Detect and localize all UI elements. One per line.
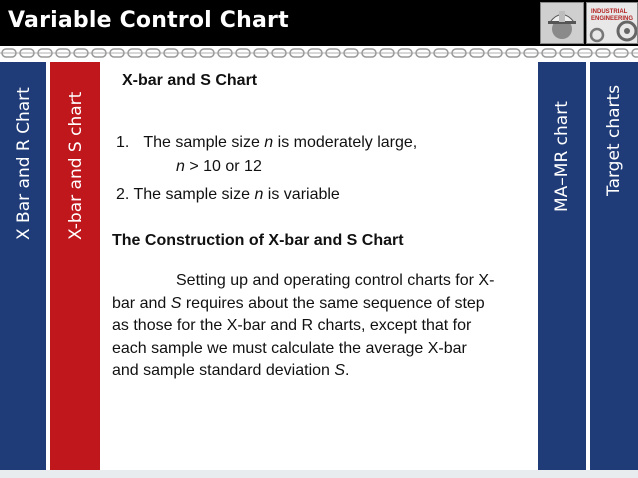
gear-icon bbox=[586, 2, 638, 44]
tab-xbar-s-chart[interactable] bbox=[50, 62, 100, 470]
paragraph-line bbox=[112, 293, 524, 316]
paragraph-line: as those for the X-bar and R charts, except that for bbox=[112, 317, 472, 334]
page-title: Variable Control Chart bbox=[8, 8, 289, 33]
tab-target-label: Target charts bbox=[604, 84, 624, 196]
paragraph-text: bar and bbox=[112, 294, 171, 312]
list-item-text: 2. The sample size bbox=[116, 186, 255, 203]
slide-heading: X-bar and S Chart bbox=[122, 72, 258, 89]
logo-text: INDUSTRIAL ENGINEERING bbox=[591, 9, 634, 22]
list-item bbox=[116, 186, 340, 204]
paragraph-text: . bbox=[345, 362, 350, 379]
slide-content bbox=[108, 62, 534, 470]
list-item-text: is variable bbox=[263, 186, 340, 203]
list-item bbox=[116, 134, 417, 152]
engineer-helmet-icon bbox=[540, 2, 584, 44]
chain-divider bbox=[0, 46, 638, 60]
header-bar bbox=[0, 0, 638, 46]
paragraph-line: Setting up and operating control charts for X- bbox=[176, 272, 495, 289]
paragraph-line bbox=[112, 360, 524, 383]
list-item-subline bbox=[176, 158, 262, 176]
variable-s: S bbox=[170, 294, 182, 312]
tab-xbar-s-label: X-bar and S chart bbox=[66, 91, 86, 240]
tab-xbar-r-label: X Bar and R Chart bbox=[14, 87, 34, 240]
tab-xbar-r-chart[interactable] bbox=[0, 62, 46, 470]
tab-target-charts[interactable] bbox=[590, 62, 638, 470]
variable-n: n bbox=[264, 134, 274, 151]
variable-n: n bbox=[176, 158, 185, 175]
list-item-text: is moderately large, bbox=[273, 134, 418, 151]
variable-n: n bbox=[254, 186, 264, 203]
body-paragraph bbox=[112, 270, 524, 383]
section-heading: The Construction of X-bar and S Chart bbox=[112, 232, 404, 249]
tab-ma-mr-chart[interactable] bbox=[538, 62, 586, 470]
variable-s: S bbox=[334, 362, 346, 379]
footer-strip bbox=[0, 470, 638, 478]
list-item-text: The sample size bbox=[143, 134, 265, 151]
list-item-number: 1. bbox=[116, 134, 130, 151]
paragraph-line: each sample we must calculate the average X-bar bbox=[112, 339, 467, 357]
paragraph-text: and sample standard deviation bbox=[112, 362, 335, 379]
paragraph-text: requires about the same sequence of step bbox=[181, 294, 485, 312]
tab-ma-mr-label: MA–MR chart bbox=[552, 101, 572, 212]
list-item-text: > 10 or 12 bbox=[184, 158, 262, 175]
